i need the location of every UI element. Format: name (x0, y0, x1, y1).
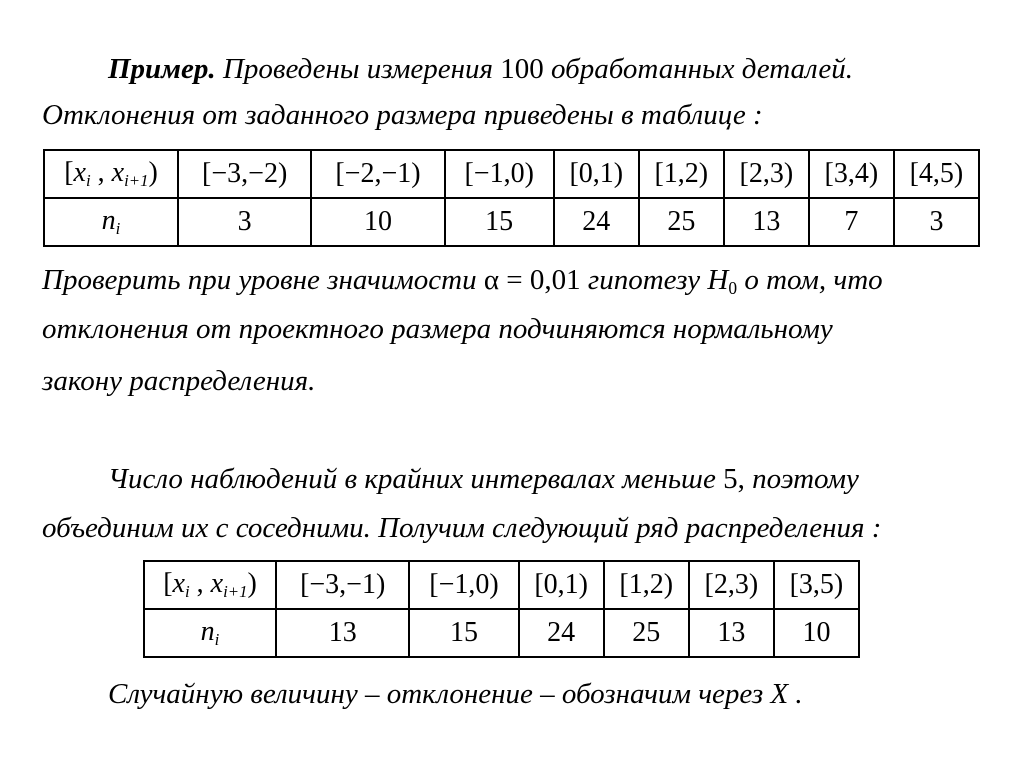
t1-interval-cell: [1,2) (639, 150, 724, 198)
table1-interval-row (44, 150, 979, 198)
intro-line-2: Отклонения от заданного размера приведены в таблице : (42, 99, 763, 131)
table1-count-row (44, 198, 979, 246)
merge-text-b: поэтому (752, 463, 859, 495)
t1-count-cell: 15 (445, 198, 554, 246)
alpha-expression: α = 0,01 (483, 264, 581, 296)
t2-interval-cell: [−3,−1) (276, 561, 409, 609)
task-text-b: гипотезу (587, 264, 701, 296)
t2-interval-cell: [0,1) (519, 561, 604, 609)
t1-count-cell: 3 (894, 198, 979, 246)
task-line-3: закону распределения. (42, 365, 316, 397)
t1-interval-cell: [3,4) (809, 150, 894, 198)
task-line-1 (42, 266, 883, 298)
t1-count-cell: 13 (724, 198, 809, 246)
t1-count-cell: 25 (639, 198, 724, 246)
t2-count-cell: 15 (409, 609, 518, 657)
t2-count-cell: 24 (519, 609, 604, 657)
table2-count-row (144, 609, 859, 657)
t1-count-cell: 7 (809, 198, 894, 246)
t2-count-cell: 25 (604, 609, 689, 657)
hypothesis-symbol: $H_0$ (707, 264, 738, 299)
intro-text-b: обработанных деталей. (551, 53, 854, 85)
table1-row-label: $n_i$ (44, 198, 178, 246)
merge-line-1 (108, 465, 859, 494)
table2-interval-row (144, 561, 859, 609)
t1-count-cell: 3 (178, 198, 311, 246)
t2-interval-cell: [−1,0) (409, 561, 518, 609)
t2-count-cell: 10 (774, 609, 859, 657)
t2-interval-cell: [3,5) (774, 561, 859, 609)
t1-interval-cell: [−2,−1) (311, 150, 444, 198)
t1-interval-cell: [2,3) (724, 150, 809, 198)
conclusion-line: Случайную величину – отклонение – обозначим через X . (108, 678, 803, 710)
merge-text-a: Число наблюдений в крайних интервалах меньше (108, 463, 716, 495)
task-line-2: отклонения от проектного размера подчиняются нормальному (42, 313, 833, 345)
table1-header-cell: [$x_i$ , $x_{i+1}$) (44, 150, 178, 198)
t1-count-cell: 10 (311, 198, 444, 246)
t2-count-cell: 13 (689, 609, 774, 657)
t2-interval-cell: [2,3) (689, 561, 774, 609)
t1-interval-cell: [4,5) (894, 150, 979, 198)
t2-interval-cell: [1,2) (604, 561, 689, 609)
t1-interval-cell: [−3,−2) (178, 150, 311, 198)
table2-header-cell: [$x_i$ , $x_{i+1}$) (144, 561, 276, 609)
intro-number: 100 (500, 53, 544, 85)
intervals-table-2 (143, 560, 860, 658)
intro-line-1 (108, 55, 853, 84)
task-text-a: Проверить при уровне значимости (42, 264, 477, 296)
intro-text-a: Проведены измерения (222, 53, 493, 85)
table2-row-label: $n_i$ (144, 609, 276, 657)
merge-line-2: объединим их с соседними. Получим следующий ряд распределения : (42, 512, 882, 544)
intervals-table-1 (43, 149, 980, 247)
example-label: Пример. (108, 53, 216, 85)
t2-count-cell: 13 (276, 609, 409, 657)
t1-interval-cell: [−1,0) (445, 150, 554, 198)
merge-number: 5, (723, 463, 745, 495)
task-text-c: о том, что (744, 264, 883, 296)
t1-interval-cell: [0,1) (554, 150, 639, 198)
t1-count-cell: 24 (554, 198, 639, 246)
